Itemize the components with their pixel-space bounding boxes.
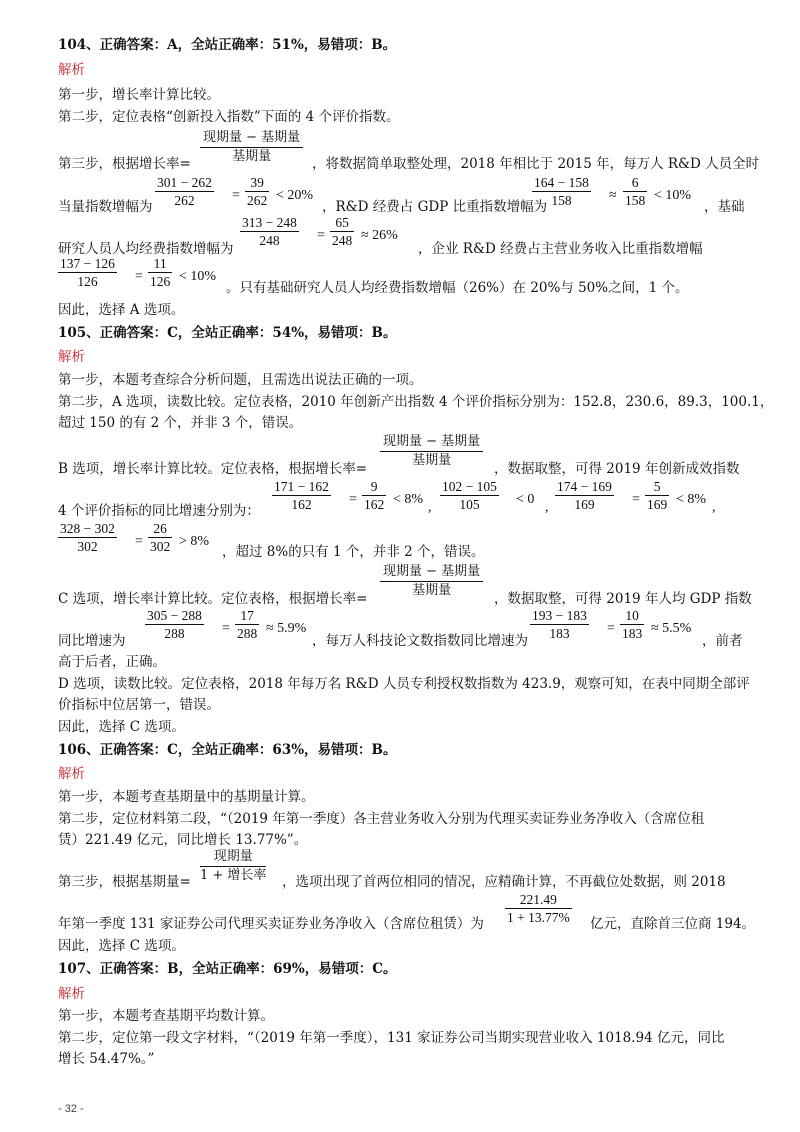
q106-step4-suffix: 亿元，直除首三位商 194。 <box>590 916 756 932</box>
q104-line2-prefix: 当量指数增幅为 <box>58 199 153 215</box>
q104-step3-prefix: 第三步，根据增长率= <box>58 156 191 172</box>
q104-line4-suffix: 。只有基础研究人员人均经费指数增幅（26%）在 20%与 50%之间，1 个。 <box>226 280 689 296</box>
q105-option-d-line2: 价指标中位居第一，错误。 <box>58 697 220 713</box>
q104-line2-mid: ，R&D 经费占 GDP 比重指数增幅为 <box>322 199 548 215</box>
q104-f2-result: < 10% <box>654 188 692 203</box>
q104-line3-suffix: ，企业 R&D 经费占主营业务收入比重指数增幅 <box>418 241 703 257</box>
q105-option-a-line2: 超过 150 的有 2 个，并非 3 个，错误。 <box>58 415 303 431</box>
q105-fraction-h1b: $\frac{17}{288}$ <box>237 608 258 641</box>
q105-option-c-line2-suffix: ，前者 <box>702 633 743 649</box>
q104-fraction-1: $\frac{301 - 262}{262}$ <box>157 175 212 208</box>
q105-option-c-line2: 同比增速为 <box>58 633 126 649</box>
q107-header: 107、正确答案：B，全站正确率：69%，易错项：C。 <box>58 961 397 977</box>
q106-conclusion: 因此，选择 C 选项。 <box>58 938 185 954</box>
formula-denominator: 基期量 <box>232 149 272 164</box>
q104-line2-suffix: ，基础 <box>704 199 745 215</box>
q106-step2-line1: 第二步，定位材料第二段，“（2019 年第一季度）各主营业务收入分别为代理买卖证券业务净收入（含席位租 <box>58 811 705 827</box>
q107-step2-line1: 第二步，定位第一段文字材料，“（2019 年第一季度），131 家证券公司当期实现营业收入 1018.94 亿元，同比 <box>58 1030 725 1046</box>
q105-fraction-g1b: $\frac{9}{162}$ <box>364 479 385 512</box>
q104-step3-suffix: ，将数据简单取整处理，2018 年相比于 2015 年，每万人 R&D 人员全时 <box>312 156 760 172</box>
q105-fraction-g4b: $\frac{26}{302}$ <box>150 521 171 554</box>
q104-fraction-3b: $\frac{65}{248}$ <box>332 215 353 248</box>
q106-step2-line2: 赁）221.49 亿元，同比增长 13.77%”。 <box>58 832 308 848</box>
q104-f3-result: ≈ 26% <box>361 228 398 243</box>
q105-option-c-line1-suffix: ，数据取整，可得 2019 年人均 GDP 指数 <box>494 591 752 607</box>
q104-analysis-label: 解析 <box>58 62 85 78</box>
q106-fraction-k1: $\frac{221.49}{1 + 13.77\%}$ <box>507 892 570 925</box>
q104-fraction-4: $\frac{137 - 126}{126}$ <box>60 256 115 289</box>
q105-fraction-g1: $\frac{171 - 162}{162}$ <box>274 479 329 512</box>
q104-f4-result: < 10% <box>179 269 217 284</box>
q104-growth-rate-formula <box>200 129 303 166</box>
q105-analysis-label: 解析 <box>58 349 85 365</box>
q104-conclusion: 因此，选择 A 选项。 <box>58 302 185 318</box>
page-number: - 32 - <box>58 1103 84 1115</box>
q105-option-c-line2-mid: ，每万人科技论文数指数同比增速为 <box>312 633 528 649</box>
q105-option-b-line1-suffix: ，数据取整，可得 2019 年创新成效指数 <box>494 461 740 477</box>
q107-analysis-label: 解析 <box>58 986 85 1002</box>
q105-g2-result: < 0 <box>516 492 535 507</box>
q104-step2: 第二步，定位表格“创新投入指数”下面的 4 个评价指数。 <box>58 109 400 125</box>
q106-base-formula: 现期量 1 + 增长率 <box>200 849 267 883</box>
q105-conclusion: 因此，选择 C 选项。 <box>58 719 185 735</box>
q105-growth-rate-formula-c: 现期量 − 基期量 基期量 <box>380 563 483 600</box>
q104-f1-result: < 20% <box>276 188 314 203</box>
q105-g3-result: < 8% <box>676 492 707 507</box>
document-page: 104、正确答案：A，全站正确率：51%，易错项：B。 解析 第一步，增长率计算比较。 第二步，定位表格“创新投入指数”下面的 4 个评价指数。 第三步，根据增长率= 现期量 − 基期量 基期量 ，将数据简单取整处理，2018 年相比于 2015 年，每万人 R&D 人员全时 当量指数增幅为 $\frac{301 - 262}{262}$ = $\frac{39}{262}$ < 20% ，R&D 经费占 GDP 比重指数增幅为 $\frac{164 - 158}{158}$ ≈ $\frac{6}{158}$ < 10% ，基础 研究人员人均经费指数增幅为 $\frac{313 - 248}{248}$ = $\frac{65}{248}$ ≈ 26% ，企业 R&D 经费占主营业务收入比重指数增幅 $\frac{137 - 126}{126}$ = $\frac{11}{126}$ < 10% 。只有基础研究人员人均经费指数增幅（26%）在 20%与 50%之间，1 个。 因此，选择 A 选项。 105、正确答案：C，全站正确率：54%，易错项：B。 解析 第一步，本题考查综合分析问题，且需选出说法正确的一项。 第二步，A 选项，读数比较。定位表格，2010 年创新产出指数 4 个评价指标分别为：152.8，230.6，89.3，100.1， 超过 150 的有 2 个，并非 3 个，错误。 B 选项，增长率计算比较。定位表格，根据增长率= 现期量 − 基期量 基期量 ，数据取整，可得 2019 年创新成效指数 4 个评价指标的同比增速分别为： $\frac{171 - 162}{162}$ = $\frac{9}{162}$ < 8% , $\frac{102 - 105}{105}$ < 0 , $\frac{174 - 169}{169}$ = $\frac{5}{169}$ < 8% , $\frac{328 - 302}{302}$ = $\frac{26}{302}$ > 8% ，超过 8%的只有 1 个，并非 2 个，错误。 C 选项，增长率计算比较。定位表格，根据增长率= 现期量 − 基期量 基期量 ，数据取整，可得 2019 年人均 GDP 指数 同比增速为 $\frac{305 - 288}{288}$ = $\frac{17}{288}$ ≈ 5.9% ，每万人科技论文数指数同比增速为 $\frac{193 - 183}{183}$ = $\frac{10}{183}$ ≈ 5.5% ，前者 高于后者，正确。 D 选项，读数比较。定位表格，2018 年每万名 R&D 人员专利授权数指数为 423.9，观察可知，在表中同期全部评 价指标中位居第一，错误。 因此，选择 C 选项。 106、正确答案：C，全站正确率：63%，易错项：B。 解析 第一步，本题考查基期量中的基期量计算。 第二步，定位材料第二段，“（2019 年第一季度）各主营业务收入分别为代理买卖证券业务净收入（含席位租 赁）221.49 亿元，同比增长 13.77%”。 第三步，根据基期量= 现期量 1 + 增长率 ，选项出现了首两位相同的情况，应精确计算，不再截位处数据，则 2018 年第一季度 131 家证券公司代理买卖证券业务净收入（含席位租赁）为 $\frac{221.49}{1 + 13.77\%}$ 亿元，直除首三位商 194。 因此，选择 C 选项。 107、正确答案：B，全站正确率：69%，易错项：C。 解析 第一步，本题考查基期平均数计算。 第二步，定位第一段文字材料，“（2019 年第一季度），131 家证券公司当期实现营业收入 1018.94 亿元，同比 增长 54.47%。” - 32 - <box>58 37 774 1115</box>
q105-header: 105、正确答案：C，全站正确率：54%，易错项：B。 <box>58 325 397 341</box>
q105-fraction-h2b: $\frac{10}{183}$ <box>622 608 643 641</box>
q106-step3-suffix: ，选项出现了首两位相同的情况，应精确计算，不再截位处数据，则 2018 <box>282 874 726 890</box>
q105-fraction-g3: $\frac{174 - 169}{169}$ <box>557 479 612 512</box>
q107-step1: 第一步，本题考查基期平均数计算。 <box>58 1008 274 1024</box>
q105-option-c-line3: 高于后者，正确。 <box>58 654 166 670</box>
q106-step1: 第一步，本题考查基期量中的基期量计算。 <box>58 789 315 805</box>
q105-fraction-h1: $\frac{305 - 288}{288}$ <box>147 608 202 641</box>
q105-option-b-line2: 4 个评价指标的同比增速分别为： <box>58 503 260 519</box>
q105-g1-result: < 8% <box>393 492 424 507</box>
q104-header: 104、正确答案：A，全站正确率：51%，易错项：B。 <box>58 37 397 53</box>
q106-step4-prefix: 年第一季度 131 家证券公司代理买卖证券业务净收入（含席位租赁）为 <box>58 916 484 932</box>
q106-analysis-label: 解析 <box>58 766 85 782</box>
q105-option-a-line1: 第二步，A 选项，读数比较。定位表格，2010 年创新产出指数 4 个评价指标分别为：152.8，230.6，89.3，100.1， <box>58 394 774 410</box>
q105-fraction-g3b: $\frac{5}{169}$ <box>647 479 668 512</box>
q104-fraction-1b: $\frac{39}{262}$ <box>247 175 268 208</box>
q105-option-b-line1: B 选项，增长率计算比较。定位表格，根据增长率= <box>58 461 368 477</box>
q106-header: 106、正确答案：C，全站正确率：63%，易错项：B。 <box>58 742 397 758</box>
q105-h1-result: ≈ 5.9% <box>266 621 307 636</box>
q104-line3-prefix: 研究人员人均经费指数增幅为 <box>58 241 234 257</box>
q105-option-c-line1: C 选项，增长率计算比较。定位表格，根据增长率= <box>58 591 368 607</box>
q105-g4-result: > 8% <box>179 534 210 549</box>
q104-fraction-3: $\frac{313 - 248}{248}$ <box>242 215 297 248</box>
q106-step3-prefix: 第三步，根据基期量= <box>58 874 191 890</box>
q105-step1: 第一步，本题考查综合分析问题，且需选出说法正确的一项。 <box>58 372 423 388</box>
q104-fraction-2: $\frac{164 - 158}{158}$ <box>534 175 589 208</box>
q105-h2-result: ≈ 5.5% <box>651 621 692 636</box>
q104-fraction-2b: $\frac{6}{158}$ <box>625 175 646 208</box>
q105-option-b-line3: ，超过 8%的只有 1 个，并非 2 个，错误。 <box>222 544 485 560</box>
formula-numerator: 现期量 − 基期量 <box>200 129 303 148</box>
q105-fraction-g2: $\frac{102 - 105}{105}$ <box>442 479 497 512</box>
q104-fraction-4b: $\frac{11}{126}$ <box>150 256 171 289</box>
q105-growth-rate-formula-b: 现期量 − 基期量 基期量 <box>380 433 483 470</box>
q105-fraction-h2: $\frac{193 - 183}{183}$ <box>532 608 587 641</box>
q105-option-d-line1: D 选项，读数比较。定位表格，2018 年每万名 R&D 人员专利授权数指数为 423.9，观察可知，在表中同期全部评 <box>58 676 750 692</box>
q105-fraction-g4: $\frac{328 - 302}{302}$ <box>60 521 115 554</box>
q104-step1: 第一步，增长率计算比较。 <box>58 87 220 103</box>
q107-step2-line2: 增长 54.47%。” <box>58 1051 155 1067</box>
